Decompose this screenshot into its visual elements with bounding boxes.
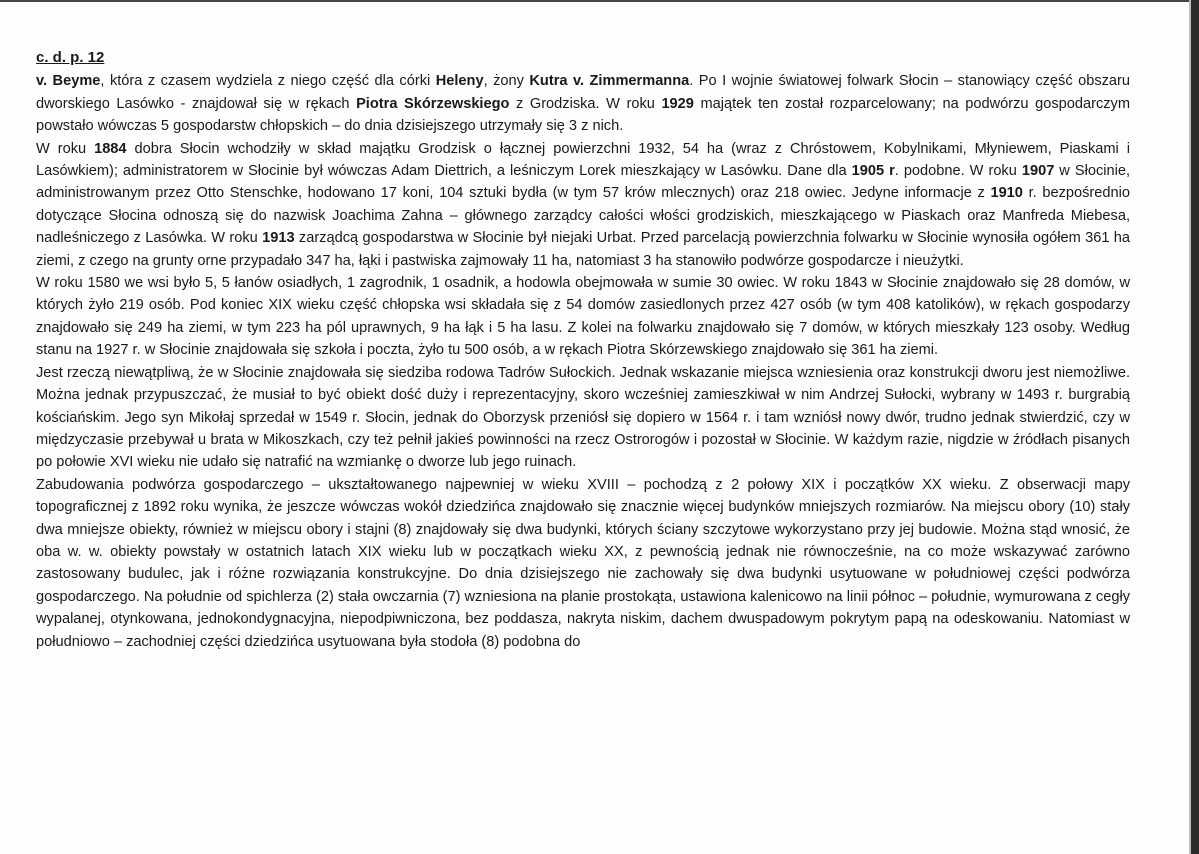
bold-text: 1905 r	[851, 163, 895, 180]
bold-text: Kutra v. Zimmermanna	[529, 73, 690, 90]
page-right-edge	[1191, 0, 1199, 854]
text-span: dobra Słocin wchodziły w skład majątku Grodzisk o łącznej powierzchni 1932, 54 ha (wraz z Chróstowem, Kobylnikami, Młyniewem, Piaskami i Lasówkiem); administratorem w Słocinie był wówczas Adam Diettrich, a leśniczym Lorek mieszkający w Lasówku. Dane dla	[36, 140, 1130, 180]
page-top-border	[0, 0, 1199, 2]
text-span: majątek ten został rozparcelowany; na podwórzu gospodarczym powstało wówczas 5 gospodarstw chłopskich – do dnia dzisiejszego utrzymały się 3 z nich.	[36, 95, 1130, 135]
page-continuation-heading: c. d. p. 12	[36, 49, 105, 66]
bold-text: 1929	[661, 95, 694, 112]
text-span: z Grodziska. W roku	[509, 95, 662, 112]
text-span: , która z czasem wydziela z niego część dla córki	[100, 73, 436, 90]
bold-text: v. Beyme	[36, 73, 101, 90]
text-span: r. bezpośrednio dotyczące Słocina odnoszą się do nazwisk Joachima Zahna – głównego zarządcy całości włości grodziskich, mieszkającego w Piaskach oraz Manfreda Miebesa, nadleśniczego z Lasówka. W roku	[36, 185, 1130, 247]
bold-text: 1907	[1021, 163, 1055, 180]
paragraph-4: Jest rzeczą niewątpliwą, że w Słocinie znajdowała się siedziba rodowa Tadrów Sułockich. Jednak wskazanie miejsca wzniesienia oraz konstrukcji dworu jest niemożliwe. Można jednak przypuszczać, że musiał to być obiekt dość duży i reprezentacyjny, skoro wcześniej zamieszkiwał w nim Andrzej Sułocki, wybrany w 1493 r. burgrabią kościańskim. Jego syn Mikołaj sprzedał w 1549 r. Słocin, jednak do Oborzysk przeniósł się dopiero w 1564 r. i tam wzniósł nowy dwór, trudno jednak stwierdzić, czy w międzyczasie przebywał u brata w Mikoszkach, czy też pełnił jakieś powinności na rzecz Ostrorogów i pozostał w Słocinie. W każdym razie, nigdzie w źródłach pisanych po połowie XVI wieku nie udało się natrafić na wzmiankę o dworze lub jego ruinach.	[36, 364, 1130, 471]
bold-text: Piotra Skórzewskiego	[356, 95, 510, 112]
text-span: W roku	[36, 140, 95, 157]
paragraph-2	[36, 138, 1130, 272]
bold-text: 1884	[94, 140, 127, 157]
text-span: w Słocinie, administrowanym przez Otto Stenschke, hodowano 17 koni, 104 sztuki bydła (w tym 57 krów mlecznych) oraz 218 owiec. Jedyne informacje z	[36, 163, 1131, 202]
text-span: . Po I wojnie światowej folwark Słocin – stanowiący część obszaru dworskiego Lasówko - znajdował się w rękach	[36, 73, 1130, 112]
paragraph-1	[36, 70, 1130, 137]
bold-text: 1913	[262, 230, 295, 247]
paragraph-3: W roku 1580 we wsi było 5, 5 łanów osiadłych, 1 zagrodnik, 1 osadnik, a hodowla obejmowała w sumie 30 owiec. W roku 1843 w Słocinie znajdowało się 28 domów, w których żyło 219 osób. Pod koniec XIX wieku część chłopska wsi składała się z 54 domów zasiedlonych przez 427 osób (w tym 408 katolików), w rękach gospodarzy znajdowało się 249 ha ziemi, w tym 223 ha pól uprawnych, 9 ha łąk i 5 ha lasu. Z kolei na folwarku znajdowało się 7 domów, w których mieszkały 123 osoby. Według stanu na 1927 r. w Słocinie znajdowała się szkoła i poczta, żyło tu 500 osób, a w rękach Piotra Skórzewskiego znajdowało się 361 ha ziemi.	[36, 275, 1130, 359]
document-body	[36, 47, 1130, 653]
text-span: , żony	[483, 73, 530, 90]
bold-text: 1910	[990, 185, 1023, 202]
paragraph-5: Zabudowania podwórza gospodarczego – ukształtowanego najpewniej w wieku XVIII – pochodzą z 2 połowy XIX i początków XX wieku. Z obserwacji mapy topograficznej z 1892 roku wynika, że jeszcze wówczas wokół dziedzińca znajdowało się znacznie więcej budynków mniejszych rozmiarów. Na miejscu obory (10) stały dwa mniejsze obiekty, również w miejscu obory i stajni (8) znajdowały się dwa budynki, których ściany szczytowe wykorzystano przy jej budowie. Można stąd wnosić, że oba w. w. obiekty powstały w ostatnich latach XIX wieku lub w początkach wieku XX, z pewnością jednak nie równocześnie, na co może wskazywać zarówno zastosowany budulec, jak i różne rozwiązania konstrukcyjne. Do dnia dzisiejszego nie zachowały się dwa budynki usytuowane w południowej części podwórza gospodarczego. Na południe od spichlerza (2) stała owczarnia (7) wzniesiona na planie prostokąta, ustawiona kalenicowo na linii północ – południe, wymurowana z cegły wypalanej, otynkowana, jednokondygnacyjna, niepodpiwniczona, bez poddasza, nakryta niskim, dachem dwuspadowym pokrytym papą na odeskowaniu. Natomiast w południowo – zachodniej części dziedzińca usytuowana była stodoła (8) podobna do	[36, 476, 1130, 650]
text-span: . podobne. W roku	[894, 163, 1022, 180]
bold-text: Heleny	[435, 73, 484, 90]
text-span: zarządcą gospodarstwa w Słocinie był niejaki Urbat. Przed parcelacją powierzchnia folwarku w Słocinie wynosiła ogółem 361 ha ziemi, z czego na grunty orne przypadało 347 ha, łąki i pastwiska zajmowały 11 ha, natomiast 3 ha stanowiło podwórze gospodarcze i nieużytki.	[36, 230, 1130, 269]
